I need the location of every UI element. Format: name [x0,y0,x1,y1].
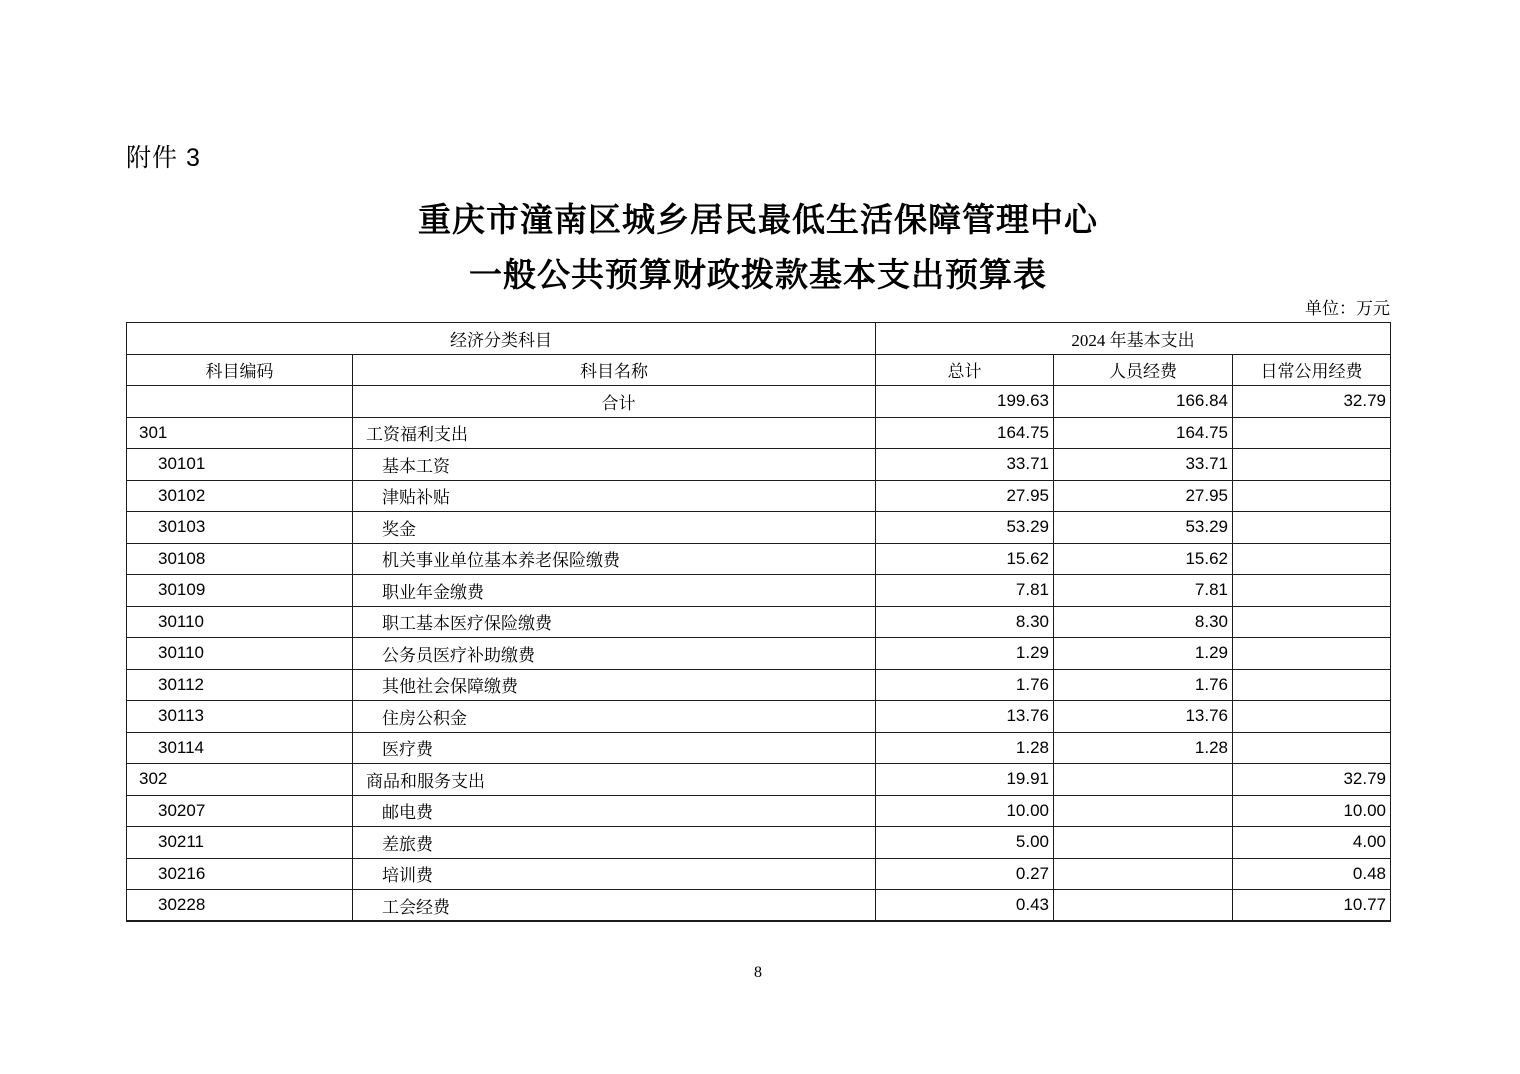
table-row [127,638,1391,670]
subject-code: 30110 [127,606,353,638]
table-row [127,732,1391,764]
total-value: 53.29 [876,512,1054,544]
personnel-value: 166.84 [1054,386,1233,418]
daily-value [1233,701,1391,733]
header-subject-name: 科目名称 [353,354,876,386]
total-value: 33.71 [876,449,1054,481]
subject-name: 其他社会保障缴费 [353,669,876,701]
subject-name: 合计 [353,386,876,418]
daily-value [1233,606,1391,638]
subject-name: 住房公积金 [353,701,876,733]
subject-name: 医疗费 [353,732,876,764]
header-economic-classification: 经济分类科目 [127,323,876,355]
table-row [127,858,1391,890]
document-title-line1: 重庆市潼南区城乡居民最低生活保障管理中心 [418,201,1098,238]
table-header-group-row [127,323,1391,355]
subject-code: 30207 [127,795,353,827]
subject-code: 30114 [127,732,353,764]
daily-value [1233,638,1391,670]
table-row [127,669,1391,701]
daily-value: 4.00 [1233,827,1391,859]
subject-name: 职业年金缴费 [353,575,876,607]
subject-code: 30228 [127,890,353,922]
subject-code: 30108 [127,543,353,575]
total-value: 199.63 [876,386,1054,418]
total-value: 1.28 [876,732,1054,764]
personnel-value: 8.30 [1054,606,1233,638]
attachment-label: 附件 3 [126,144,201,172]
table-row [127,795,1391,827]
subject-code: 30101 [127,449,353,481]
table-row [127,764,1391,796]
personnel-value [1054,764,1233,796]
personnel-value: 1.29 [1054,638,1233,670]
table-row [127,512,1391,544]
total-value: 1.76 [876,669,1054,701]
table-row [127,480,1391,512]
page-number: 8 [754,964,762,981]
personnel-value: 164.75 [1054,417,1233,449]
personnel-value: 1.28 [1054,732,1233,764]
total-value: 0.43 [876,890,1054,922]
subject-name: 津贴补贴 [353,480,876,512]
subject-name: 工会经费 [353,890,876,922]
total-value: 27.95 [876,480,1054,512]
daily-value: 10.00 [1233,795,1391,827]
table-row [127,827,1391,859]
header-subject-code: 科目编码 [127,354,353,386]
daily-value [1233,732,1391,764]
total-value: 19.91 [876,764,1054,796]
daily-value [1233,543,1391,575]
personnel-value: 7.81 [1054,575,1233,607]
table-row [127,575,1391,607]
total-value: 10.00 [876,795,1054,827]
subject-name: 商品和服务支出 [353,764,876,796]
subject-name: 公务员医疗补助缴费 [353,638,876,670]
subject-name: 工资福利支出 [353,417,876,449]
personnel-value: 33.71 [1054,449,1233,481]
daily-value [1233,669,1391,701]
subject-name: 邮电费 [353,795,876,827]
daily-value: 32.79 [1233,764,1391,796]
table-row-total [127,386,1391,418]
subject-code: 30211 [127,827,353,859]
personnel-value: 1.76 [1054,669,1233,701]
personnel-value [1054,890,1233,922]
total-value: 13.76 [876,701,1054,733]
table-row [127,417,1391,449]
total-value: 15.62 [876,543,1054,575]
personnel-value: 27.95 [1054,480,1233,512]
daily-value [1233,480,1391,512]
subject-code: 302 [127,764,353,796]
daily-value [1233,512,1391,544]
personnel-value: 15.62 [1054,543,1233,575]
personnel-value: 13.76 [1054,701,1233,733]
subject-code: 30102 [127,480,353,512]
unit-note: 单位：万元 [1305,299,1390,318]
subject-code: 301 [127,417,353,449]
subject-name: 机关事业单位基本养老保险缴费 [353,543,876,575]
subject-code: 30103 [127,512,353,544]
personnel-value: 53.29 [1054,512,1233,544]
table-row [127,606,1391,638]
subject-code: 30113 [127,701,353,733]
daily-value [1233,417,1391,449]
daily-value [1233,449,1391,481]
daily-value: 0.48 [1233,858,1391,890]
subject-name: 培训费 [353,858,876,890]
table-row [127,449,1391,481]
subject-name: 差旅费 [353,827,876,859]
subject-name: 奖金 [353,512,876,544]
header-total: 总计 [876,354,1054,386]
total-value: 164.75 [876,417,1054,449]
budget-table [126,322,1391,922]
header-2024-basic-expenditure: 2024 年基本支出 [876,323,1391,355]
total-value: 8.30 [876,606,1054,638]
subject-code: 30110 [127,638,353,670]
header-daily-public-funds: 日常公用经费 [1233,354,1391,386]
table-row [127,890,1391,922]
subject-name: 基本工资 [353,449,876,481]
document-title-line2: 一般公共预算财政拨款基本支出预算表 [469,256,1047,293]
total-value: 0.27 [876,858,1054,890]
subject-code: 30109 [127,575,353,607]
total-value: 1.29 [876,638,1054,670]
personnel-value [1054,795,1233,827]
total-value: 5.00 [876,827,1054,859]
personnel-value [1054,858,1233,890]
subject-name: 职工基本医疗保险缴费 [353,606,876,638]
table-row [127,543,1391,575]
total-value: 7.81 [876,575,1054,607]
daily-value [1233,575,1391,607]
subject-code [127,386,353,418]
subject-code: 30216 [127,858,353,890]
header-personnel-funds: 人员经费 [1054,354,1233,386]
daily-value: 10.77 [1233,890,1391,922]
personnel-value [1054,827,1233,859]
daily-value: 32.79 [1233,386,1391,418]
table-header-column-row [127,354,1391,386]
table-row [127,701,1391,733]
subject-code: 30112 [127,669,353,701]
